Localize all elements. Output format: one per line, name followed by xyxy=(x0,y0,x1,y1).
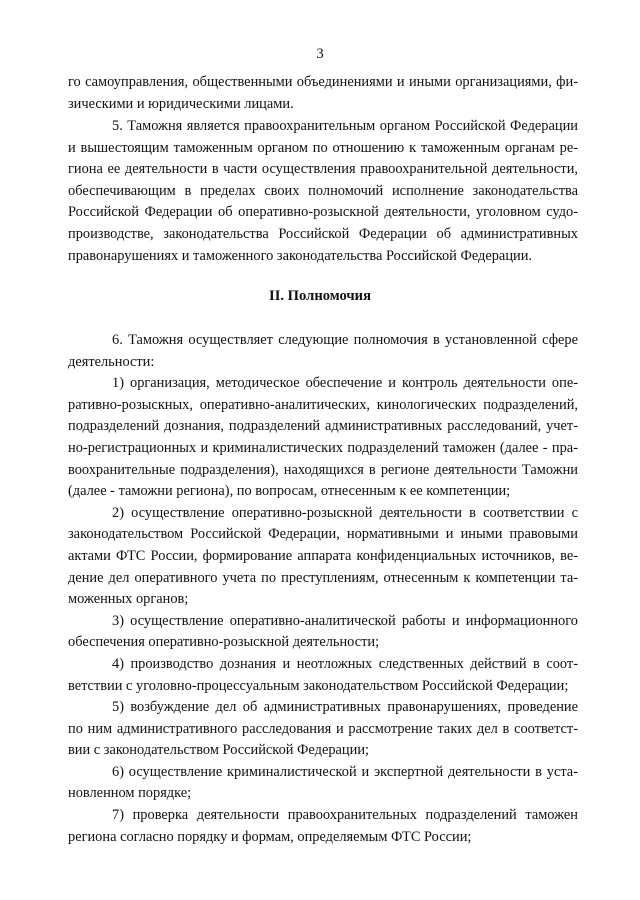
text-line: дение дел оперативного учета по преступлениям, отнесенным к компетенции та- xyxy=(68,569,578,586)
text-line: го самоуправления, общественными объединениями и иными организациями, фи- xyxy=(68,74,578,90)
paragraph-5 xyxy=(68,116,578,267)
text-line: 3) осуществление оперативно-аналитической работы и информационного xyxy=(112,612,578,629)
text-line: правонарушениях и таможенного законодательства Российской Федерации. xyxy=(68,247,533,264)
text-line: по ним административного расследования и рассмотрение таких дел в соответст- xyxy=(68,720,578,737)
text-line: 4) производство дознания и неотложных следственных действий в соот- xyxy=(112,655,578,672)
text-line: 6) осуществление криминалистической и экспертной деятельности в уста- xyxy=(112,763,578,780)
text-line: подразделений дознания, подразделений административных расследований, учет- xyxy=(68,418,578,435)
text-line: законодательством Российской Федерации, нормативными и иными правовыми xyxy=(68,526,578,543)
text-line: ветствии с уголовно-процессуальным законодательством Российской Федерации; xyxy=(68,677,569,694)
text-line: 2) осуществление оперативно-розыскной деятельности в соответствии с xyxy=(112,504,578,521)
text-line: ративно-розыскных, оперативно-аналитических, кинологических подразделений, xyxy=(68,396,578,413)
paragraph-6 xyxy=(68,330,578,848)
text-line: 1) организация, методическое обеспечение и контроль деятельности опе- xyxy=(112,375,578,392)
text-line: 7) проверка деятельности правоохранительных подразделений таможен xyxy=(112,807,578,824)
text-line: 6. Таможня осуществляет следующие полномочия в установленной сфере xyxy=(112,332,578,348)
text-line: (далее - таможни региона), по вопросам, отнесенным к ее компетенции; xyxy=(68,483,511,500)
text-line: воохранительные подразделения), находящихся в регионе деятельности Таможни xyxy=(68,461,578,478)
text-line: региона согласно порядку и формам, определяемым ФТС России; xyxy=(68,828,472,845)
text-line: 5) возбуждение дел об административных правонарушениях, проведение xyxy=(112,699,578,716)
text-line: моженных органов; xyxy=(68,591,189,608)
page-number: 3 xyxy=(316,46,324,62)
text-line: и вышестоящим таможенным органом по отношению к таможенным органам ре- xyxy=(68,139,578,156)
text-line: но-регистрационных и криминалистических подразделений таможен (далее - пра- xyxy=(68,439,578,456)
text-line: деятельности: xyxy=(68,353,155,370)
section-heading: II. Полномочия xyxy=(269,288,371,304)
text-line: обеспечения оперативно-розыскной деятельности; xyxy=(68,634,380,651)
paragraph-continuation xyxy=(68,72,578,115)
text-line: производстве, законодательства Российской Федерации об административных xyxy=(68,225,578,242)
text-line: обеспечивающим в пределах своих полномочий исполнение законодательства xyxy=(68,182,578,199)
text-line: новленном порядке; xyxy=(68,785,192,802)
text-line: гиона ее деятельности в части осуществления правоохранительной деятельности, xyxy=(68,161,578,178)
text-line: 5. Таможня является правоохранительным органом Российской Федерации xyxy=(112,118,578,134)
text-line: Российской Федерации об оперативно-розыскной деятельности, уголовном судо- xyxy=(68,204,578,221)
text-line: зическими и юридическими лицами. xyxy=(68,95,294,112)
text-line: актами ФТС России, формирование аппарата конфиденциальных источников, ве- xyxy=(68,547,578,564)
text-line: вии с законодательством Российской Федерации; xyxy=(68,742,370,759)
